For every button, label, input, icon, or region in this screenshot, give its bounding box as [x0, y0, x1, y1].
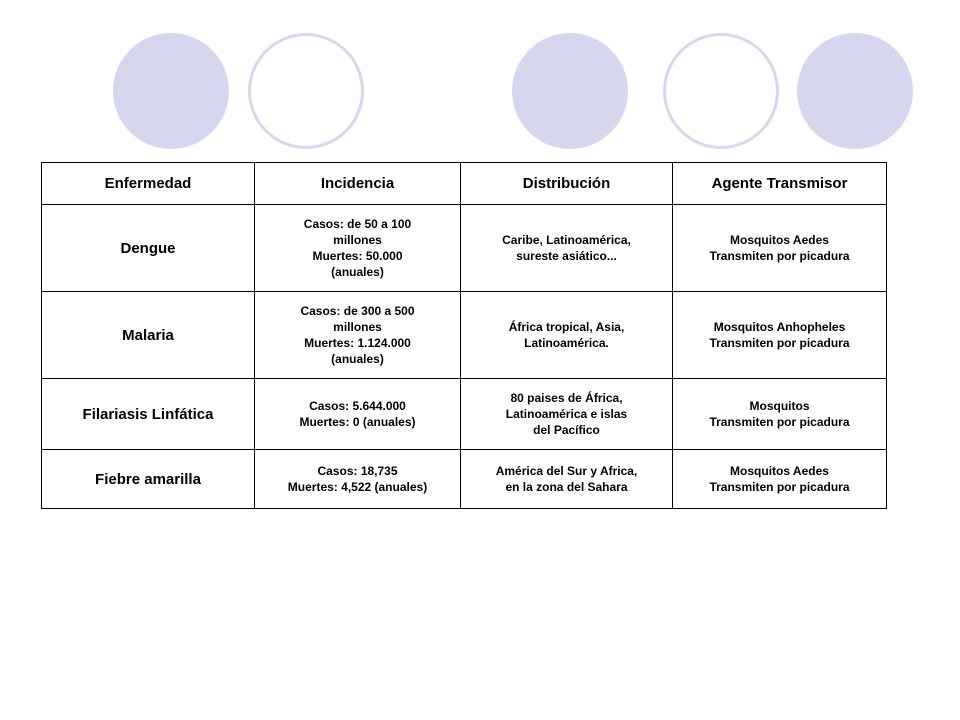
table-header-row	[42, 163, 887, 205]
cell-distribucion: África tropical, Asia, Latinoamérica.	[461, 292, 673, 379]
cell-enfermedad: Fiebre amarilla	[42, 450, 255, 509]
cell-agente: Mosquitos Transmiten por picadura	[673, 379, 887, 450]
decorative-circle-filled	[113, 33, 229, 149]
header-agente-transmisor: Agente Transmisor	[673, 163, 887, 205]
cell-enfermedad: Dengue	[42, 205, 255, 292]
table-row	[42, 292, 887, 379]
table-row	[42, 450, 887, 509]
cell-incidencia: Casos: de 50 a 100 millones Muertes: 50.000 (anuales)	[255, 205, 461, 292]
cell-distribucion: América del Sur y Africa, en la zona del Sahara	[461, 450, 673, 509]
table-row	[42, 379, 887, 450]
decorative-circle-filled	[512, 33, 628, 149]
disease-table	[41, 162, 887, 509]
header-incidencia: Incidencia	[255, 163, 461, 205]
decorative-circle-outline	[663, 33, 779, 149]
decorative-circle-outline	[248, 33, 364, 149]
cell-enfermedad: Malaria	[42, 292, 255, 379]
cell-agente: Mosquitos Anhopheles Transmiten por picadura	[673, 292, 887, 379]
cell-incidencia: Casos: 18,735 Muertes: 4,522 (anuales)	[255, 450, 461, 509]
cell-agente: Mosquitos Aedes Transmiten por picadura	[673, 450, 887, 509]
header-enfermedad: Enfermedad	[42, 163, 255, 205]
cell-agente: Mosquitos Aedes Transmiten por picadura	[673, 205, 887, 292]
header-distribucion: Distribución	[461, 163, 673, 205]
cell-incidencia: Casos: 5.644.000 Muertes: 0 (anuales)	[255, 379, 461, 450]
cell-incidencia: Casos: de 300 a 500 millones Muertes: 1.124.000 (anuales)	[255, 292, 461, 379]
cell-distribucion: Caribe, Latinoamérica, sureste asiático...	[461, 205, 673, 292]
cell-distribucion: 80 paises de África, Latinoamérica e islas del Pacífico	[461, 379, 673, 450]
table-row	[42, 205, 887, 292]
cell-enfermedad: Filariasis Linfática	[42, 379, 255, 450]
decorative-circle-filled	[797, 33, 913, 149]
